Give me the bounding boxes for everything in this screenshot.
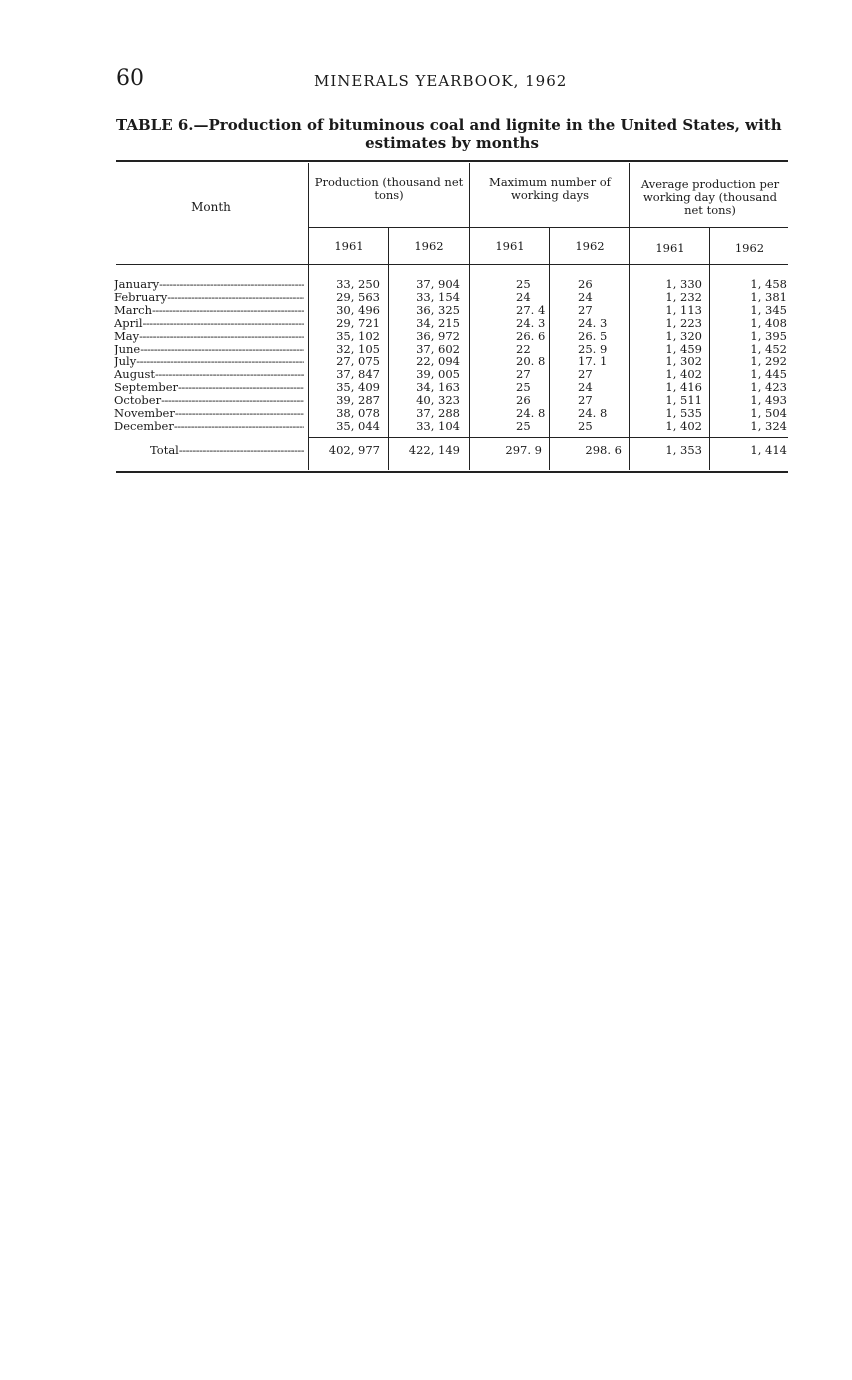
month-name: December ----- [114,420,304,433]
column-divider [549,228,550,470]
year-header-production-1961: 1961 [334,239,364,253]
column-divider [469,163,470,470]
average-1961: 1, 330 [665,277,702,291]
column-divider [388,228,389,470]
days-1962: 27 [578,367,593,382]
total-top-rule [308,437,788,438]
column-divider [709,228,710,470]
running-head: MINERALS YEARBOOK, 1962 [314,72,568,90]
total-production-1962: 422, 149 [408,443,460,457]
production-1962: 34, 215 [416,315,460,330]
days-1961: 26. 6 [516,328,546,343]
days-1961: 25 [516,277,531,291]
production-1961: 38, 078 [336,406,380,420]
month-name: July ----- [114,355,304,368]
average-1962: 1, 345 [750,302,787,317]
days-1962: 27 [578,393,593,408]
year-header-average-1962: 1962 [734,241,765,255]
average-1962: 1, 504 [750,406,787,420]
production-1961: 29, 563 [336,289,380,304]
production-1962: 33, 154 [416,289,460,304]
days-1962: 24. 8 [578,406,608,420]
table-title-line-2: estimates by months [365,134,539,152]
table-title [116,116,788,152]
days-1962: 26. 5 [578,328,608,343]
month-name: November ----- [114,407,304,420]
production-1962: 39, 005 [416,367,460,382]
total-days-1961: 297. 9 [505,443,542,457]
table-title-line-1: TABLE 6.—Production of bituminous coal and lignite in the United States, with [116,116,782,134]
month-name: May ----- [114,330,304,343]
production-1962: 34, 163 [416,380,460,395]
total-average-1962: 1, 414 [750,443,787,457]
days-1961: 24 [516,289,531,304]
month-name: October ----- [114,394,304,407]
month-header: Month [191,200,231,214]
days-1961: 24. 3 [516,315,546,330]
days-1961: 27. 4 [516,302,546,317]
production-1961: 35, 102 [336,328,380,343]
month-name: September ----- [114,381,304,394]
average-1962: 1, 445 [750,367,787,382]
production-1961: 37, 847 [336,367,380,382]
column-divider [629,163,630,470]
days-1962: 17. 1 [578,354,608,369]
production-1961: 32, 105 [336,341,380,356]
month-name: January ----- [114,278,304,291]
production-1961: 27, 075 [336,354,380,369]
average-1962: 1, 408 [750,315,787,330]
average-1961: 1, 402 [665,418,702,433]
average-1961: 1, 232 [665,289,702,304]
group-header-rule [308,227,788,228]
month-name: April ----- [114,317,304,330]
production-1962: 36, 972 [416,328,460,343]
average-1962: 1, 292 [750,354,787,369]
header-bottom-rule [116,264,788,265]
average-1962: 1, 395 [750,328,787,343]
average-1961: 1, 113 [665,302,702,317]
average-1962: 1, 452 [750,341,787,356]
production-1961: 33, 250 [336,277,380,291]
production-1961: 29, 721 [336,315,380,330]
page-number: 60 [116,66,144,91]
total-average-1961: 1, 353 [665,443,702,457]
working-days-header: Maximum number of working days [489,175,611,202]
year-header-days-1961: 1961 [495,239,525,253]
average-1961: 1, 416 [665,380,702,395]
average-1961: 1, 302 [665,354,702,369]
average-1962: 1, 493 [750,393,787,408]
days-1961: 24. 8 [516,406,546,420]
production-1962: 37, 904 [416,277,460,291]
average-1961: 1, 511 [665,393,702,408]
average-1962: 1, 324 [750,418,787,433]
month-name: February ----- [114,291,304,304]
table-bottom-rule [116,471,788,473]
production-1962: 22, 094 [416,354,460,369]
average-1962: 1, 423 [750,380,787,395]
days-1961: 20. 8 [516,354,546,369]
days-1962: 24 [578,289,593,304]
production-1962: 37, 602 [416,341,460,356]
month-name: June ----- [114,343,304,356]
days-1962: 26 [578,277,593,291]
days-1962: 25 [578,418,593,433]
average-1962: 1, 381 [750,289,787,304]
production-header: Production (thousand net tons) [314,175,464,202]
production-1962: 40, 323 [416,393,460,408]
days-1961: 25 [516,418,531,433]
days-1961: 25 [516,380,531,395]
production-1962: 33, 104 [416,418,460,433]
days-1962: 27 [578,302,593,317]
average-1961: 1, 402 [665,367,702,382]
year-header-production-1962: 1962 [414,239,444,253]
year-header-average-1961: 1961 [655,241,685,255]
average-1961: 1, 535 [665,406,702,420]
days-1962: 25. 9 [578,341,608,356]
month-name: August ----- [114,368,304,381]
days-1962: 24 [578,380,593,395]
days-1961: 27 [516,367,531,382]
total-days-1962: 298. 6 [585,443,622,457]
month-name: March ----- [114,304,304,317]
average-1961: 1, 223 [665,315,702,330]
production-1962: 37, 288 [416,406,460,420]
total-label: Total ----- [150,444,304,457]
average-production-header: Average production per working day (thousand net tons) [640,177,780,217]
production-1961: 35, 044 [336,418,380,433]
table-top-rule [116,160,788,162]
year-header-days-1962: 1962 [575,239,605,253]
days-1962: 24. 3 [578,315,608,330]
production-1962: 36, 325 [416,302,460,317]
production-1961: 30, 496 [336,302,380,317]
days-1961: 22 [516,341,531,356]
total-production-1961: 402, 977 [328,443,380,457]
column-divider [308,163,309,470]
average-1962: 1, 458 [750,277,787,291]
days-1961: 26 [516,393,531,408]
production-1961: 39, 287 [336,393,380,408]
average-1961: 1, 459 [665,341,702,356]
production-1961: 35, 409 [336,380,380,395]
average-1961: 1, 320 [665,328,702,343]
